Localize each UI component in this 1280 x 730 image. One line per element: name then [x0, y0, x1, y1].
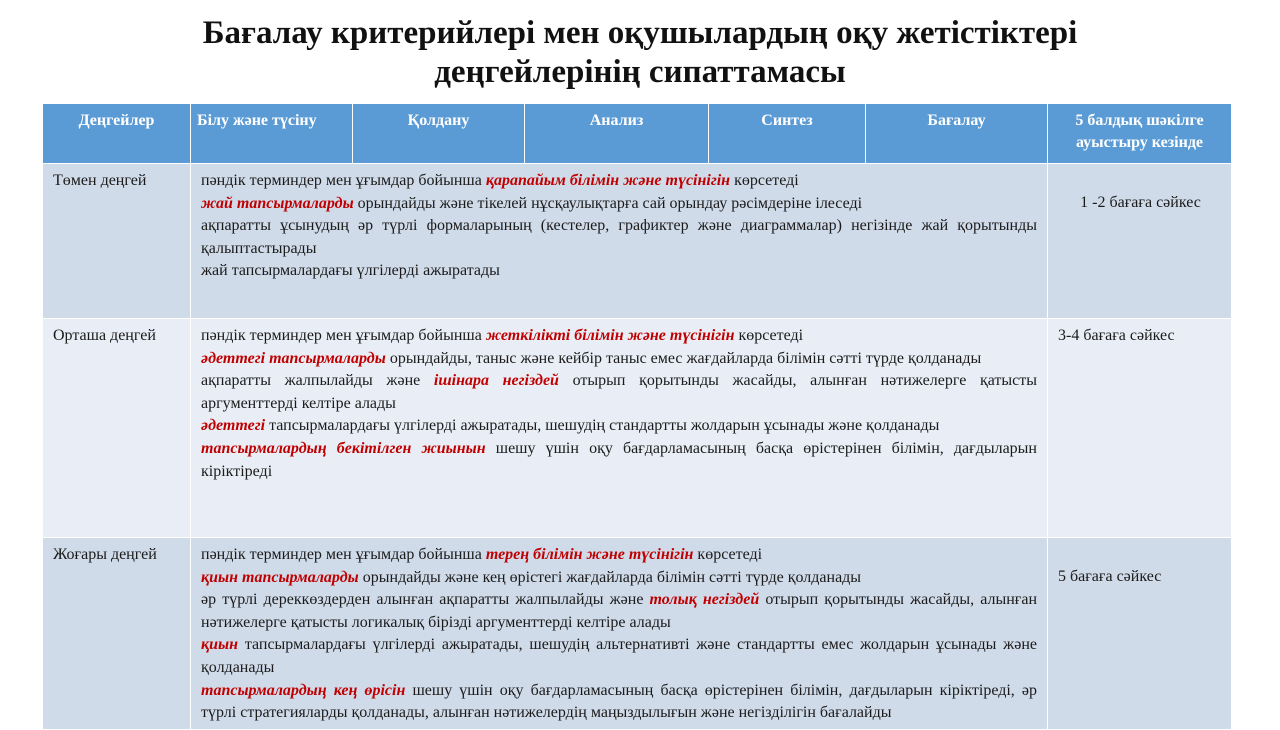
criterion-line — [201, 438, 1037, 483]
criterion-text: орындайды және кең өрістегі жағдайларда білімін сәтті түрде қолданады — [358, 568, 862, 586]
column-header-analysis: Анализ — [525, 104, 709, 164]
criterion-text: тапсырмалардағы үлгілерді ажыратады, шешудің альтернативті және стандартты емес жолдарын ұсынады және қолданады — [201, 636, 1037, 676]
criterion-highlight: әдеттегі тапсырмаларды — [201, 349, 386, 367]
criterion-highlight: қарапайым білімін және түсінігін — [485, 172, 731, 189]
criterion-line — [201, 634, 1037, 679]
page-title — [0, 14, 1280, 92]
criterion-line — [201, 370, 1037, 415]
criterion-text: отырып қорытынды жасайды, алынған нәтижелерге қатысты аргументтерді келтіре алады — [201, 372, 1038, 412]
criterion-text: көрсетеді — [734, 327, 804, 344]
level-cell: Төмен деңгей — [43, 164, 191, 319]
criterion-highlight: тапсырмалардың бекітілген жиынын — [201, 439, 486, 457]
criterion-line — [201, 170, 1037, 193]
criterion-text: тапсырмалардағы үлгілерді ажыратады, шешудің стандартты жолдарын ұсынады және қолданады — [265, 417, 940, 435]
criterion-text: шешу үшін оқу бағдарламасының басқа өрістерінен білімін, дағдыларын кіріктіреді — [201, 439, 1037, 480]
description-cell — [191, 164, 1048, 319]
table-row — [43, 319, 1232, 538]
criterion-text: орындайды, таныс және кейбір таныс емес жағдайларда білімін сәтті түрде қолданады — [385, 349, 982, 367]
criteria-table — [42, 103, 1232, 730]
criterion-text: пәндік терминдер мен ұғымдар бойынша — [201, 546, 486, 563]
level-cell: Жоғары деңгей — [43, 538, 191, 730]
criterion-line — [201, 260, 1037, 283]
criterion-highlight: толық негіздей — [649, 591, 760, 609]
criterion-text: көрсетеді — [730, 172, 799, 189]
criterion-line — [201, 544, 1037, 567]
criterion-text: отырып қорытынды жасайды, алынған нәтижелерге қатысты логикалық бірізді аргументтерді келтіре алады — [201, 591, 1038, 631]
description-cell — [191, 538, 1048, 730]
criterion-line — [201, 193, 1037, 216]
criterion-line — [201, 589, 1037, 634]
table-row — [43, 164, 1232, 319]
column-header-knowledge: Білу және түсіну — [191, 104, 353, 164]
criterion-text: пәндік терминдер мен ұғымдар бойынша — [201, 327, 486, 344]
column-header-evaluation: Бағалау — [866, 104, 1048, 164]
column-header-five-point-scale: 5 балдық шәкілге ауыстыру кезінде — [1048, 104, 1232, 164]
criterion-text: жай тапсырмалардағы үлгілерді ажыратады — [201, 262, 500, 280]
criterion-line — [201, 215, 1037, 260]
criterion-highlight: ішінара негіздей — [433, 372, 559, 390]
criterion-line — [201, 567, 1037, 590]
criterion-highlight: тапсырмалардың кең өрісін — [201, 681, 406, 699]
criterion-text: орындайды және тікелей нұсқаулықтарға сай орындау рәсімдеріне ілеседі — [353, 194, 863, 212]
criterion-highlight: қиын — [201, 636, 238, 654]
criterion-text: ақпаратты ұсынудың әр түрлі формаларының (кестелер, графиктер және диаграммалар) негізінде жай қорытынды қалыптастырады — [201, 217, 1037, 257]
criterion-text: шешу үшін оқу бағдарламасының басқа өрістерінен білімін, дағдыларын кіріктіреді, әр түрлі стратегияларды қолданады, алынған нәтижелердің маңыздылығын және негізділігін бағалайды — [201, 681, 1038, 722]
title-line-2: деңгейлерінің сипаттамасы — [434, 54, 846, 90]
score-cell: 5 бағаға сәйкес — [1048, 538, 1232, 730]
criterion-highlight: жай тапсырмаларды — [201, 194, 354, 212]
criterion-line — [201, 325, 1037, 348]
criterion-highlight: қиын тапсырмаларды — [201, 568, 359, 586]
table-header-row — [43, 104, 1232, 164]
criterion-text: әр түрлі дереккөздерден алынған ақпаратты жалпылайды және — [201, 591, 650, 609]
criterion-text: көрсетеді — [693, 546, 763, 563]
criterion-highlight: жеткілікті білімін және түсінігін — [485, 327, 735, 344]
description-cell — [191, 319, 1048, 538]
criterion-highlight: терең білімін және түсінігін — [485, 546, 694, 563]
column-header-levels: Деңгейлер — [43, 104, 191, 164]
level-cell: Орташа деңгей — [43, 319, 191, 538]
column-header-application: Қолдану — [353, 104, 525, 164]
criterion-line — [201, 680, 1037, 725]
column-header-synthesis: Синтез — [709, 104, 866, 164]
criterion-text: пәндік терминдер мен ұғымдар бойынша — [201, 172, 486, 189]
score-cell: 3-4 бағаға сәйкес — [1048, 319, 1232, 538]
criterion-line — [201, 415, 1037, 438]
criterion-text: ақпаратты жалпылайды және — [201, 372, 434, 390]
criterion-line — [201, 348, 1037, 371]
criterion-highlight: әдеттегі — [201, 417, 266, 435]
title-line-1: Бағалау критерийлері мен оқушылардың оқу жетістіктері — [202, 15, 1078, 51]
table-row — [43, 538, 1232, 730]
score-cell: 1 -2 бағаға сәйкес — [1048, 164, 1232, 319]
